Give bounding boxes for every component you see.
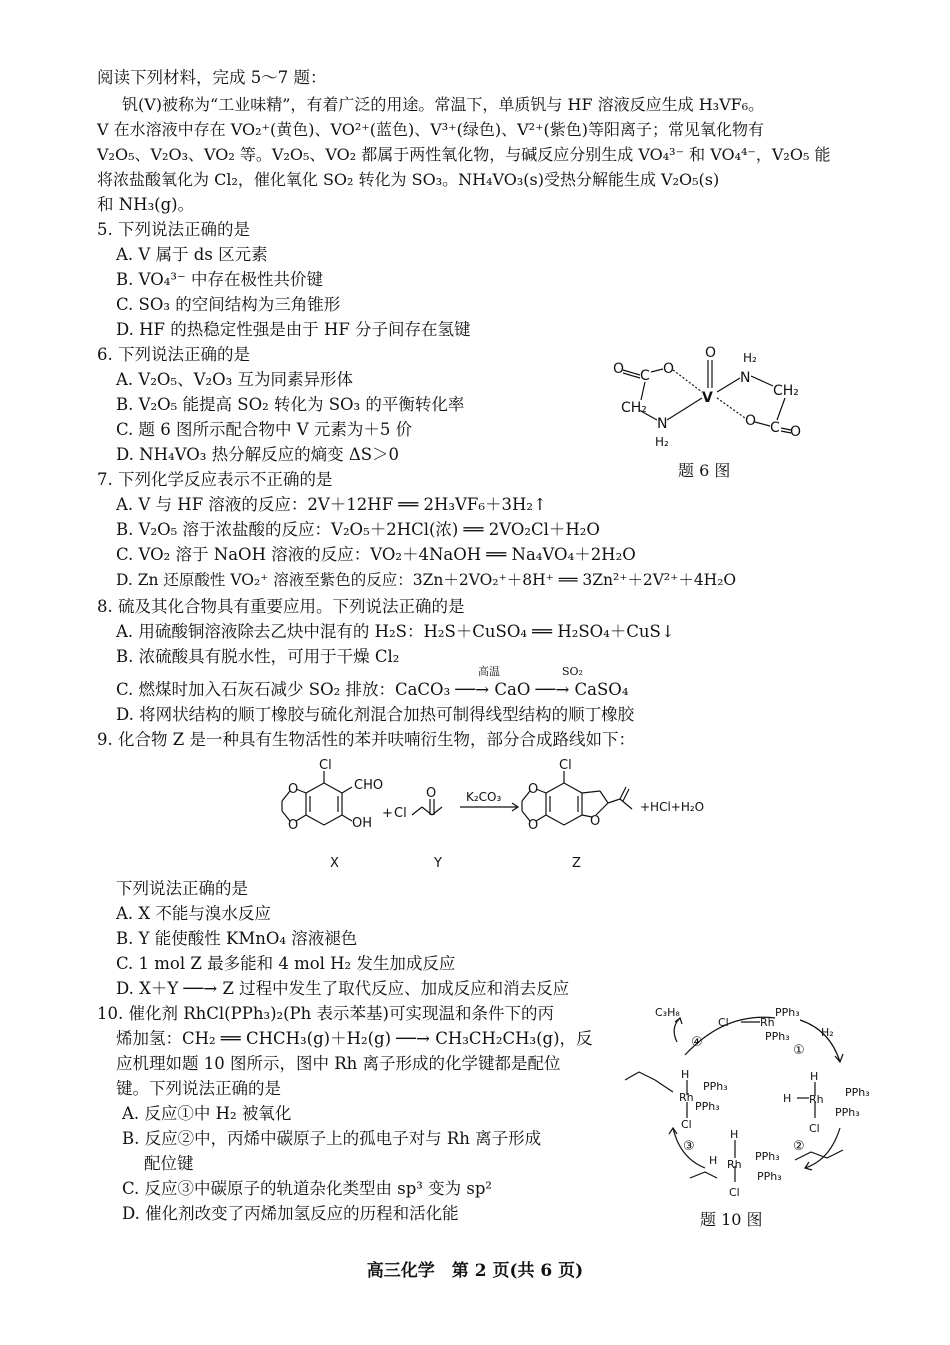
q10-stem-line: 键。下列说法正确的是 (116, 1079, 281, 1098)
arrow-label-so2: SO₂ (562, 665, 583, 678)
q10-option-b: B. 反应②中，丙烯中碳原子上的孤电子对与 Rh 离子形成 (122, 1129, 542, 1148)
svg-text:Rh: Rh (809, 1093, 824, 1106)
intro-line: 钒(V)被称为“工业味精”，有着广泛的用途。常温下，单质钒与 HF 溶液反应生成 H₃VF₆。 (122, 95, 765, 114)
q10-option-c: C. 反应③中碳原子的轨道杂化类型由 sp³ 变为 sp² (122, 1179, 493, 1198)
svg-text:PPh₃: PPh₃ (695, 1100, 720, 1113)
svg-text:X: X (330, 856, 339, 871)
svg-text:C₃H₈: C₃H₈ (655, 1006, 680, 1019)
svg-text:②: ② (793, 1139, 805, 1154)
q5-stem: 5. 下列说法正确的是 (97, 220, 250, 239)
svg-text:O: O (790, 424, 802, 440)
svg-text:Rh: Rh (727, 1158, 742, 1171)
svg-text:O: O (426, 786, 437, 801)
q9-option-a: A. X 不能与溴水反应 (116, 904, 271, 923)
q6-option-b: B. V₂O₅ 能提高 SO₂ 转化为 SO₃ 的平衡转化率 (116, 395, 465, 414)
svg-text:O: O (288, 782, 299, 797)
q10-stem-line: 应机理如题 10 图所示，图中 Rh 离子形成的化学键都是配位 (116, 1054, 561, 1073)
svg-text:H₂: H₂ (821, 1026, 834, 1039)
q10-stem-line: 10. 催化剂 RhCl(PPh₃)₂(Ph 表示苯基)可实现温和条件下的丙 (97, 1004, 554, 1023)
svg-text:PPh₃: PPh₃ (775, 1006, 800, 1019)
q5-option-b: B. VO₄³⁻ 中存在极性共价键 (116, 270, 323, 289)
svg-text:O: O (590, 814, 601, 829)
q8-option-b: B. 浓硫酸具有脱水性，可用于干燥 Cl₂ (116, 647, 400, 666)
q9-reaction-scheme (270, 755, 710, 875)
svg-text:K₂CO₃: K₂CO₃ (466, 790, 502, 804)
svg-text:CHO: CHO (354, 778, 384, 793)
intro-heading: 阅读下列材料，完成 5～7 题： (97, 68, 327, 87)
q8-option-d: D. 将网状结构的顺丁橡胶与硫化剂混合加热可制得线型结构的顺丁橡胶 (116, 705, 635, 724)
svg-text:CH₂: CH₂ (773, 383, 799, 399)
svg-text:O: O (663, 361, 675, 377)
q10-stem-line: 烯加氢：CH₂ ══ CHCH₃(g)＋H₂(g) ──→ CH₃CH₂CH₃(g)，反 (116, 1029, 593, 1048)
arrow-label-high-temp: 高温 (478, 665, 500, 678)
q9-option-d: D. X＋Y ──→ Z 过程中发生了取代反应、加成反应和消去反应 (116, 979, 570, 998)
q10-option-b-cont: 配位键 (144, 1154, 194, 1173)
svg-text:PPh₃: PPh₃ (765, 1030, 790, 1043)
svg-text:H₂: H₂ (743, 351, 757, 365)
svg-text:H: H (681, 1068, 690, 1081)
svg-text:O: O (745, 413, 757, 429)
q8-option-a: A. 用硫酸铜溶液除去乙炔中混有的 H₂S：H₂S＋CuSO₄ ══ H₂SO₄＋CuS↓ (116, 622, 675, 641)
svg-text:O: O (288, 818, 299, 833)
q6-option-c: C. 题 6 图所示配合物中 V 元素为＋5 价 (116, 420, 413, 439)
q5-option-c: C. SO₃ 的空间结构为三角锥形 (116, 295, 341, 314)
svg-text:③: ③ (683, 1139, 695, 1154)
svg-text:H₂: H₂ (655, 435, 669, 449)
svg-text:PPh₃: PPh₃ (757, 1170, 782, 1183)
intro-line: V₂O₅、V₂O₃、VO₂ 等。V₂O₅、VO₂ 都属于两性氧化物，与碱反应分别生成 VO₄³⁻ 和 VO₄⁴⁻，V₂O₅ 能 (97, 145, 831, 164)
page-footer: 高三化学 第 2 页(共 6 页) (366, 1261, 584, 1281)
svg-text:O: O (528, 782, 539, 797)
svg-text:O: O (528, 818, 539, 833)
q9-prompt: 下列说法正确的是 (116, 879, 248, 898)
figure-10-caption: 题 10 图 (700, 1210, 763, 1229)
q9-option-b: B. Y 能使酸性 KMnO₄ 溶液褪色 (116, 929, 358, 948)
svg-text:Cl: Cl (718, 1016, 729, 1029)
svg-text:PPh₃: PPh₃ (845, 1086, 870, 1099)
svg-text:C: C (770, 420, 780, 436)
svg-text:PPh₃: PPh₃ (703, 1080, 728, 1093)
svg-text:H: H (730, 1128, 739, 1141)
q8-option-c: C. 燃煤时加入石灰石减少 SO₂ 排放：CaCO₃ ──→ CaO ──→ CaSO₄ (116, 680, 629, 699)
svg-text:Cl: Cl (319, 758, 332, 773)
svg-text:C: C (640, 368, 650, 384)
figure-6-vanadium-complex (605, 340, 825, 455)
q9-stem: 9. 化合物 Z 是一种具有生物活性的苯并呋喃衍生物，部分合成路线如下： (97, 730, 635, 749)
svg-text:+: + (382, 806, 393, 821)
svg-text:V: V (702, 390, 713, 406)
svg-text:Cl: Cl (394, 806, 407, 821)
q5-option-a: A. V 属于 ds 区元素 (116, 245, 268, 264)
q7-option-c: C. VO₂ 溶于 NaOH 溶液的反应：VO₂＋4NaOH ══ Na₄VO₄＋2H₂O (116, 545, 636, 564)
intro-line: 将浓盐酸氧化为 Cl₂，催化氧化 SO₂ 转化为 SO₃。NH₄VO₃(s)受热分解能生成 V₂O₅(s) (97, 170, 720, 189)
q7-stem: 7. 下列化学反应表示不正确的是 (97, 470, 333, 489)
svg-text:H: H (709, 1154, 718, 1167)
q7-option-b: B. V₂O₅ 溶于浓盐酸的反应：V₂O₅＋2HCl(浓) ══ 2VO₂Cl＋H₂O (116, 520, 600, 539)
intro-line: V 在水溶液中存在 VO₂⁺(黄色)、VO²⁺(蓝色)、V³⁺(绿色)、V²⁺(紫色)等阳离子；常见氧化物有 (97, 120, 764, 139)
svg-text:Z: Z (572, 856, 581, 871)
svg-text:CH₂: CH₂ (621, 400, 647, 416)
svg-text:PPh₃: PPh₃ (755, 1150, 780, 1163)
intro-line: 和 NH₃(g)。 (97, 195, 195, 214)
svg-text:N: N (657, 416, 668, 432)
svg-text:PPh₃: PPh₃ (835, 1106, 860, 1119)
svg-text:N: N (740, 370, 751, 386)
svg-text:+HCl+H₂O: +HCl+H₂O (640, 800, 705, 814)
q7-option-d: D. Zn 还原酸性 VO₂⁺ 溶液至紫色的反应：3Zn＋2VO₂⁺＋8H⁺ ══ 3Zn²⁺＋2V²⁺＋4H₂O (116, 571, 737, 589)
q5-option-d: D. HF 的热稳定性强是由于 HF 分子间存在氢键 (116, 320, 471, 339)
svg-text:O: O (705, 345, 717, 361)
svg-text:Rh: Rh (679, 1091, 694, 1104)
q7-option-a: A. V 与 HF 溶液的反应：2V＋12HF ══ 2H₃VF₆＋3H₂↑ (116, 495, 547, 514)
figure-10-catalytic-cycle (615, 1000, 895, 1205)
q8-stem: 8. 硫及其化合物具有重要应用。下列说法正确的是 (97, 597, 465, 616)
svg-text:Cl: Cl (559, 758, 572, 773)
svg-text:OH: OH (352, 816, 373, 831)
q6-option-d: D. NH₄VO₃ 热分解反应的熵变 ΔS＞0 (116, 445, 400, 464)
svg-text:Cl: Cl (809, 1122, 820, 1135)
q6-option-a: A. V₂O₅、V₂O₃ 互为同素异形体 (116, 370, 353, 389)
figure-6-caption: 题 6 图 (678, 461, 731, 480)
svg-text:O: O (613, 361, 625, 377)
svg-text:Cl: Cl (681, 1118, 692, 1131)
q6-stem: 6. 下列说法正确的是 (97, 345, 250, 364)
q10-option-d: D. 催化剂改变了丙烯加氢反应的历程和活化能 (122, 1204, 459, 1223)
svg-text:Y: Y (434, 856, 442, 871)
svg-text:Rh: Rh (760, 1016, 775, 1029)
svg-text:④: ④ (691, 1035, 703, 1050)
q10-option-a: A. 反应①中 H₂ 被氧化 (122, 1104, 292, 1123)
svg-text:①: ① (793, 1043, 805, 1058)
svg-text:H: H (783, 1092, 792, 1105)
svg-text:H: H (810, 1070, 819, 1083)
svg-text:Cl: Cl (729, 1186, 740, 1199)
q9-option-c: C. 1 mol Z 最多能和 4 mol H₂ 发生加成反应 (116, 954, 456, 973)
